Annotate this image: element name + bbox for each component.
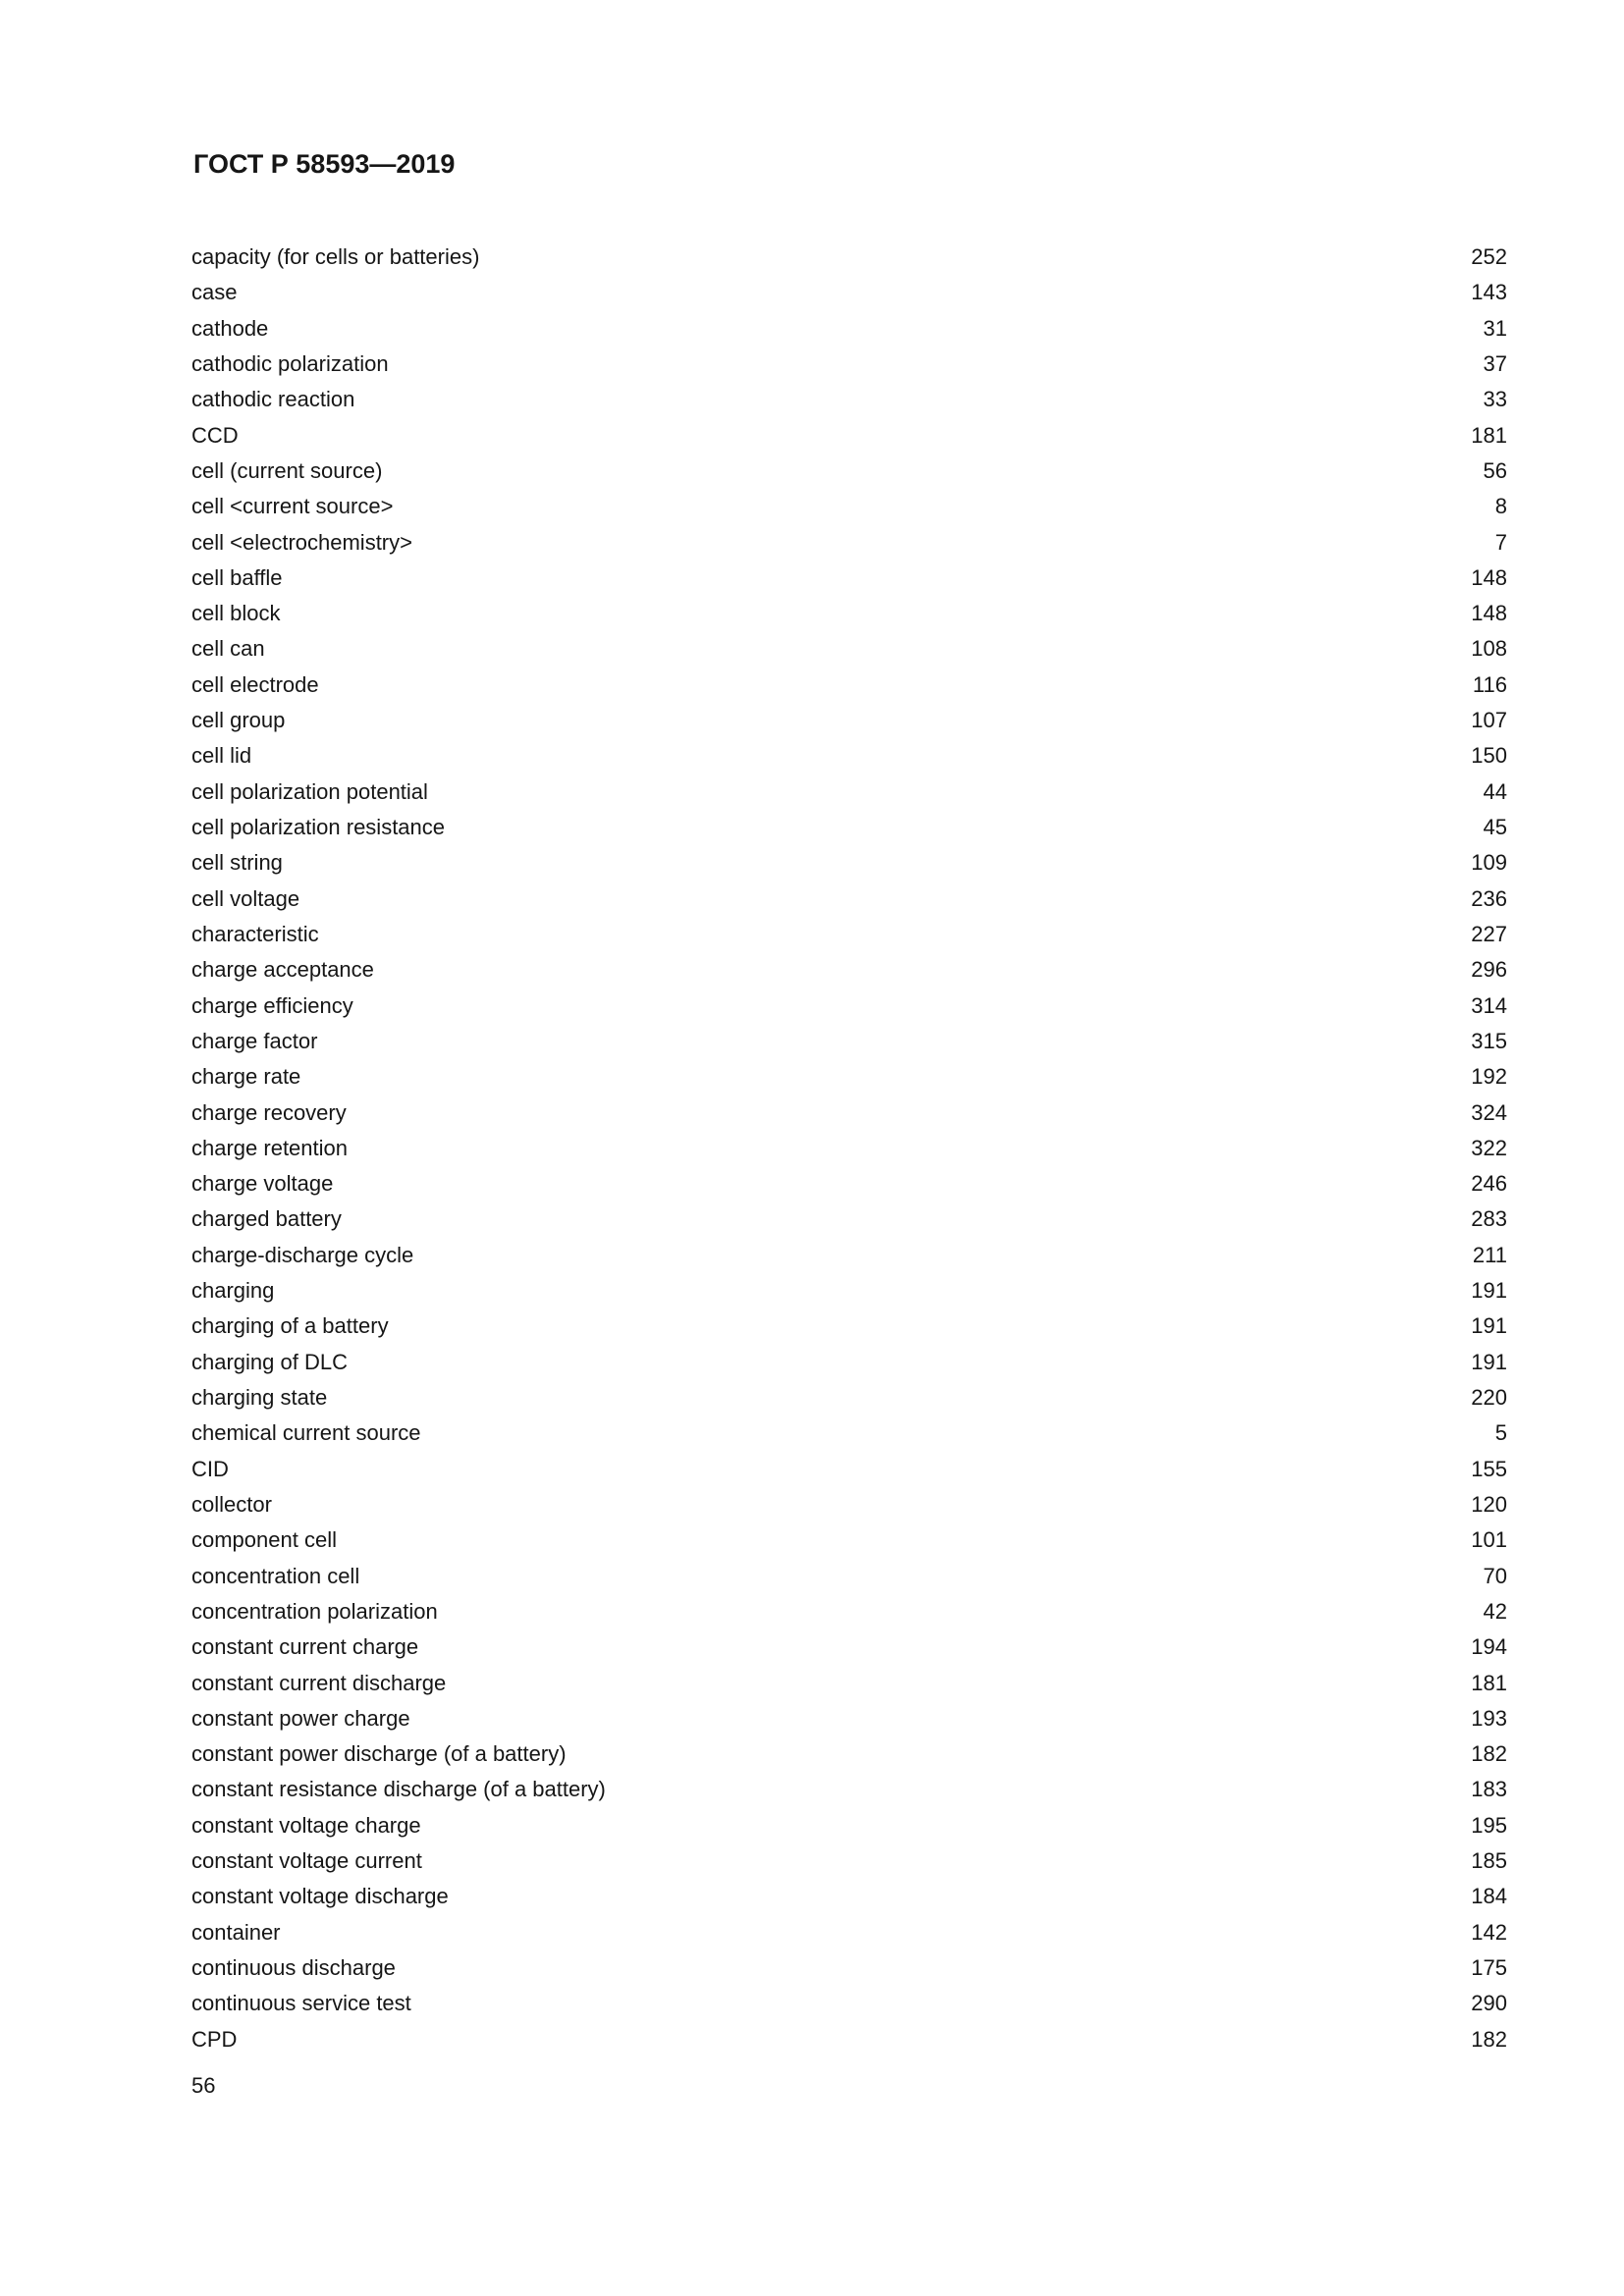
- index-page-ref: 181: [1471, 422, 1507, 448]
- index-entry-row: [191, 1808, 1507, 1843]
- index-page-ref: 108: [1471, 636, 1507, 662]
- index-term: cell polarization resistance: [191, 815, 446, 839]
- index-page-ref: 148: [1471, 564, 1507, 590]
- index-entry-row: [191, 1415, 1507, 1451]
- index-page-ref: 315: [1471, 1028, 1507, 1053]
- index-entry-row: [191, 845, 1507, 881]
- index-term: component cell: [191, 1527, 337, 1553]
- index-page-ref: 44: [1483, 778, 1507, 804]
- index-page-ref: 246: [1471, 1171, 1507, 1197]
- index-page-ref: 107: [1471, 708, 1507, 733]
- index-term: cell <electrochemistry>: [191, 529, 412, 555]
- index-term: constant power discharge (of a battery): [191, 1741, 567, 1767]
- index-entry-row: [191, 1736, 1507, 1772]
- index-term: charging of DLC: [191, 1349, 348, 1374]
- index-term: cell polarization potential: [191, 778, 428, 804]
- index-page-ref: 211: [1472, 1242, 1507, 1267]
- index-term: characteristic: [191, 921, 319, 946]
- index-page-ref: 290: [1471, 1991, 1507, 2016]
- index-entry-row: [191, 667, 1507, 703]
- index-page-ref: 194: [1471, 1634, 1507, 1660]
- index-entry-row: [191, 1879, 1507, 1914]
- index-page-ref: 142: [1471, 1919, 1507, 1945]
- index-entry-row: [191, 1452, 1507, 1487]
- index-entry-row: [191, 1522, 1507, 1558]
- index-term: case: [191, 280, 238, 305]
- index-page-ref: 184: [1471, 1884, 1507, 1909]
- index-page-ref: 322: [1471, 1135, 1507, 1160]
- index-page-ref: 236: [1471, 885, 1507, 911]
- index-page-ref: 227: [1471, 921, 1507, 946]
- index-entry-row: [191, 1701, 1507, 1736]
- index-term: continuous service test: [191, 1991, 411, 2016]
- index-term: charge voltage: [191, 1171, 334, 1197]
- index-entry-row: [191, 1915, 1507, 1950]
- index-term: charged battery: [191, 1206, 342, 1232]
- index-term: charge retention: [191, 1135, 348, 1160]
- index-entry-row: [191, 1986, 1507, 2021]
- index-entry-row: [191, 275, 1507, 310]
- index-page-ref: 155: [1471, 1456, 1507, 1481]
- index-entry-row: [191, 1095, 1507, 1131]
- index-term: constant current discharge: [191, 1670, 447, 1695]
- index-term: concentration polarization: [191, 1598, 438, 1624]
- index-term: CCD: [191, 422, 239, 448]
- index-page-ref: 148: [1471, 601, 1507, 626]
- index-entry-row: [191, 1273, 1507, 1308]
- index-entry-row: [191, 738, 1507, 774]
- index-page-ref: 101: [1471, 1527, 1507, 1553]
- index-entry-row: [191, 596, 1507, 631]
- index-page-ref: 191: [1471, 1313, 1507, 1339]
- index-term: charge rate: [191, 1064, 301, 1090]
- index-page-ref: 33: [1483, 387, 1507, 412]
- index-page-ref: 8: [1494, 494, 1507, 519]
- index-entry-row: [191, 774, 1507, 810]
- index-term: constant voltage charge: [191, 1812, 421, 1838]
- index-term: collector: [191, 1491, 272, 1517]
- index-term: charging state: [191, 1385, 328, 1410]
- index-page-ref: 191: [1471, 1349, 1507, 1374]
- index-page-ref: 181: [1471, 1670, 1507, 1695]
- index-term: cell group: [191, 708, 286, 733]
- index-term: continuous discharge: [191, 1955, 396, 1980]
- index-page-ref: 120: [1471, 1491, 1507, 1517]
- index-page-ref: 175: [1471, 1955, 1507, 1980]
- index-term: cathode: [191, 315, 269, 341]
- index-term: cell (current source): [191, 457, 383, 483]
- index-entry-row: [191, 561, 1507, 596]
- index-entry-row: [191, 631, 1507, 667]
- index-term: container: [191, 1919, 281, 1945]
- index-entry-row: [191, 1024, 1507, 1059]
- index-entry-row: [191, 952, 1507, 988]
- index-entry-row: [191, 1345, 1507, 1380]
- index-term: concentration cell: [191, 1563, 360, 1588]
- page-number: 56: [191, 2073, 216, 2098]
- index-entry-row: [191, 347, 1507, 382]
- index-entry-row: [191, 703, 1507, 738]
- index-entry-row: [191, 240, 1507, 275]
- index-page-ref: 252: [1471, 244, 1507, 269]
- index-term: cell baffle: [191, 564, 283, 590]
- index-entry-row: [191, 1559, 1507, 1594]
- index-page-ref: 192: [1471, 1064, 1507, 1090]
- index-term: charge-discharge cycle: [191, 1242, 414, 1267]
- index-term: cell can: [191, 636, 265, 662]
- index-entry-row: [191, 1772, 1507, 1807]
- index-entry-row: [191, 1059, 1507, 1095]
- index-page-ref: 220: [1471, 1385, 1507, 1410]
- index-term: cell <current source>: [191, 494, 394, 519]
- standard-designation: ГОСТ Р 58593—2019: [193, 149, 456, 179]
- index-term: constant power charge: [191, 1705, 410, 1731]
- index-entry-row: [191, 1666, 1507, 1701]
- alphabetical-index-list: [191, 240, 1507, 2057]
- index-page-ref: 45: [1483, 815, 1507, 839]
- index-entry-row: [191, 1308, 1507, 1344]
- index-entry-row: [191, 454, 1507, 489]
- index-page-ref: 5: [1494, 1420, 1507, 1446]
- index-page-ref: 195: [1471, 1812, 1507, 1838]
- index-page-ref: 31: [1483, 315, 1507, 341]
- index-term: charging of a battery: [191, 1313, 389, 1339]
- index-entry-row: [191, 1238, 1507, 1273]
- index-page-ref: 56: [1483, 457, 1507, 483]
- index-term: charge acceptance: [191, 957, 374, 983]
- index-page-ref: 324: [1471, 1099, 1507, 1125]
- index-term: CPD: [191, 2026, 238, 2052]
- index-entry-row: [191, 2022, 1507, 2057]
- index-page-ref: 191: [1471, 1278, 1507, 1304]
- index-entry-row: [191, 418, 1507, 454]
- index-term: charge efficiency: [191, 992, 353, 1018]
- index-page-ref: 143: [1471, 280, 1507, 305]
- index-term: constant resistance discharge (of a battery): [191, 1777, 606, 1802]
- index-entry-row: [191, 1487, 1507, 1522]
- index-page-ref: 150: [1471, 743, 1507, 769]
- index-term: CID: [191, 1456, 229, 1481]
- index-entry-row: [191, 917, 1507, 952]
- index-term: chemical current source: [191, 1420, 421, 1446]
- index-page-ref: 283: [1471, 1206, 1507, 1232]
- index-term: constant voltage current: [191, 1848, 422, 1874]
- index-page-ref: 7: [1494, 529, 1507, 555]
- index-entry-row: [191, 1843, 1507, 1879]
- index-entry-row: [191, 1380, 1507, 1415]
- index-page-ref: 116: [1472, 671, 1507, 697]
- index-entry-row: [191, 1131, 1507, 1166]
- index-term: charge recovery: [191, 1099, 347, 1125]
- index-term: cell electrode: [191, 671, 319, 697]
- index-entry-row: [191, 988, 1507, 1024]
- index-entry-row: [191, 1166, 1507, 1201]
- index-entry-row: [191, 1201, 1507, 1237]
- index-entry-row: [191, 311, 1507, 347]
- index-term: cell lid: [191, 743, 252, 769]
- index-term: cathodic polarization: [191, 350, 389, 376]
- index-entry-row: [191, 525, 1507, 561]
- index-page-ref: 193: [1471, 1705, 1507, 1731]
- index-page-ref: 37: [1483, 350, 1507, 376]
- index-term: charge factor: [191, 1028, 318, 1053]
- index-entry-row: [191, 1950, 1507, 1986]
- index-entry-row: [191, 881, 1507, 917]
- index-page-ref: 42: [1483, 1598, 1507, 1624]
- index-entry-row: [191, 382, 1507, 417]
- index-page-ref: 314: [1471, 992, 1507, 1018]
- index-term: charging: [191, 1278, 275, 1304]
- index-page-ref: 183: [1471, 1777, 1507, 1802]
- index-entry-row: [191, 1594, 1507, 1629]
- index-page-ref: 182: [1471, 2026, 1507, 2052]
- index-term: cell voltage: [191, 885, 300, 911]
- index-entry-row: [191, 1629, 1507, 1665]
- index-term: cathodic reaction: [191, 387, 355, 412]
- index-entry-row: [191, 489, 1507, 524]
- index-entry-row: [191, 810, 1507, 845]
- index-page-ref: 185: [1471, 1848, 1507, 1874]
- index-term: constant current charge: [191, 1634, 419, 1660]
- index-term: cell string: [191, 850, 283, 876]
- index-term: constant voltage discharge: [191, 1884, 449, 1909]
- index-page-ref: 182: [1471, 1741, 1507, 1767]
- index-page-ref: 70: [1483, 1563, 1507, 1588]
- index-page-ref: 296: [1471, 957, 1507, 983]
- index-term: capacity (for cells or batteries): [191, 244, 480, 269]
- index-page-ref: 109: [1471, 850, 1507, 876]
- index-term: cell block: [191, 601, 281, 626]
